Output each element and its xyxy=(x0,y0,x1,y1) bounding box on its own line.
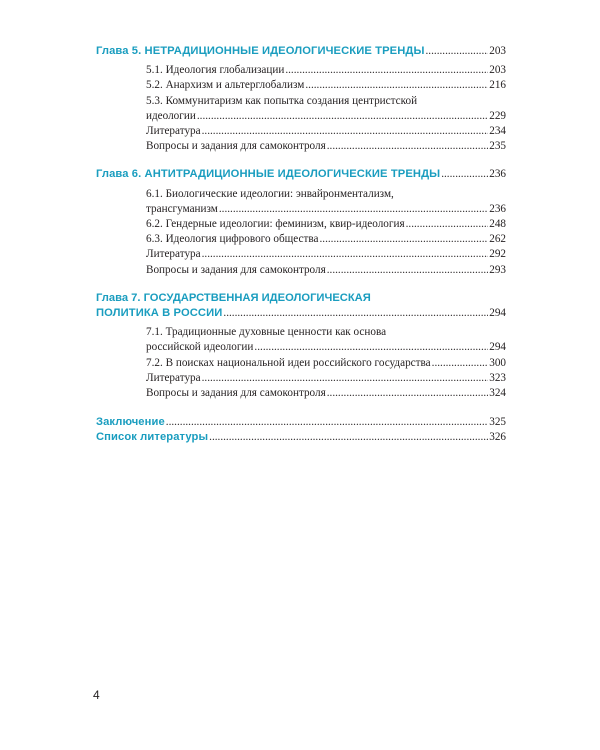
toc-item-7-1[interactable] xyxy=(146,340,506,355)
conclusion-entry[interactable] xyxy=(96,415,506,430)
toc-item-5-3[interactable] xyxy=(146,109,506,124)
chapter-7-title-lead: Глава 7. ГОСУДАРСТВЕННАЯ ИДЕОЛОГИЧЕСКАЯ xyxy=(96,291,371,304)
toc-item-page: 236 xyxy=(489,202,506,215)
toc-item-label: 5.1. Идеология глобализации xyxy=(146,64,285,77)
toc-item-page: 300 xyxy=(489,356,506,369)
table-of-contents xyxy=(96,44,506,446)
toc-item-literature-7[interactable] xyxy=(146,371,506,386)
toc-item-label: 6.2. Гендерные идеологии: феминизм, квир-идеология xyxy=(146,218,405,231)
toc-item-page: 234 xyxy=(489,125,506,138)
toc-item-questions-5[interactable] xyxy=(146,139,506,154)
toc-item-label: российской идеологии xyxy=(146,341,254,354)
chapter-6-entry[interactable] xyxy=(96,167,506,182)
leader-dots xyxy=(223,306,488,321)
bibliography-entry[interactable] xyxy=(96,430,506,445)
toc-item-label: Литература xyxy=(146,248,201,261)
leader-dots xyxy=(209,430,488,445)
toc-item-page: 262 xyxy=(489,233,506,246)
toc-item-label: Вопросы и задания для самоконтроля xyxy=(146,387,326,400)
leader-dots xyxy=(202,371,489,386)
leader-dots xyxy=(327,139,488,154)
toc-item-page: 294 xyxy=(489,341,506,354)
toc-item-6-1[interactable] xyxy=(146,202,506,217)
toc-item-page: 248 xyxy=(489,218,506,231)
toc-item-label: трансгуманизм xyxy=(146,202,218,215)
toc-item-6-3[interactable] xyxy=(146,232,506,247)
chapter-5-title: Глава 5. НЕТРАДИЦИОННЫЕ ИДЕОЛОГИЧЕСКИЕ ТРЕНДЫ xyxy=(96,45,425,57)
leader-dots xyxy=(285,63,488,78)
leader-dots xyxy=(219,202,488,217)
bibliography-page: 326 xyxy=(489,431,506,444)
toc-item-5-3-lead: 5.3. Коммунитаризм как попытка создания центристской xyxy=(146,94,418,107)
leader-dots xyxy=(305,78,488,93)
leader-dots xyxy=(406,217,489,232)
leader-dots xyxy=(197,109,488,124)
conclusion-page: 325 xyxy=(489,416,506,429)
toc-item-page: 229 xyxy=(489,109,506,122)
chapter-6-page: 236 xyxy=(489,168,506,181)
toc-item-label: 7.2. В поисках национальной идеи российского государства xyxy=(146,356,431,369)
chapter-7-page: 294 xyxy=(489,307,506,320)
toc-item-literature-6[interactable] xyxy=(146,247,506,262)
toc-item-5-2[interactable] xyxy=(146,78,506,93)
toc-item-label: Вопросы и задания для самоконтроля xyxy=(146,263,326,276)
toc-item-label: 5.2. Анархизм и альтерглобализм xyxy=(146,79,305,92)
conclusion-title: Заключение xyxy=(96,416,165,429)
leader-dots xyxy=(426,44,489,59)
toc-item-7-1-lead: 7.1. Традиционные духовные ценности как основа xyxy=(146,326,387,339)
toc-item-page: 324 xyxy=(489,387,506,400)
page-number: 4 xyxy=(93,688,100,702)
chapter-5-page: 203 xyxy=(489,45,506,57)
chapter-5-entry[interactable] xyxy=(96,44,506,59)
leader-dots xyxy=(254,340,488,355)
toc-item-6-1-lead: 6.1. Биологические идеологии: энвайронментализм, xyxy=(146,187,394,200)
toc-item-label: 6.3. Идеология цифрового общества xyxy=(146,233,319,246)
chapter-7-entry[interactable] xyxy=(96,306,506,321)
toc-item-label: идеологии xyxy=(146,109,196,122)
chapter-7-title: ПОЛИТИКА В РОССИИ xyxy=(96,307,223,320)
toc-item-7-2[interactable] xyxy=(146,356,506,371)
toc-item-label: Литература xyxy=(146,371,201,384)
leader-dots xyxy=(432,356,489,371)
leader-dots xyxy=(319,232,488,247)
toc-item-page: 216 xyxy=(489,79,506,92)
leader-dots xyxy=(327,386,488,401)
bibliography-title: Список литературы xyxy=(96,431,209,444)
toc-item-questions-6[interactable] xyxy=(146,263,506,278)
leader-dots xyxy=(202,124,489,139)
toc-item-page: 292 xyxy=(489,248,506,261)
leader-dots xyxy=(202,247,489,262)
leader-dots xyxy=(327,263,488,278)
toc-item-page: 203 xyxy=(489,64,506,77)
toc-item-questions-7[interactable] xyxy=(146,386,506,401)
toc-item-page: 235 xyxy=(489,140,506,153)
toc-item-page: 323 xyxy=(489,371,506,384)
toc-item-5-1[interactable] xyxy=(146,63,506,78)
toc-item-label: Литература xyxy=(146,125,201,138)
toc-item-6-2[interactable] xyxy=(146,217,506,232)
toc-item-literature-5[interactable] xyxy=(146,124,506,139)
leader-dots xyxy=(441,167,488,182)
toc-item-page: 293 xyxy=(489,263,506,276)
toc-item-label: Вопросы и задания для самоконтроля xyxy=(146,140,326,153)
chapter-6-title: Глава 6. АНТИТРАДИЦИОННЫЕ ИДЕОЛОГИЧЕСКИЕ ТРЕНДЫ xyxy=(96,168,441,181)
leader-dots xyxy=(166,415,488,430)
